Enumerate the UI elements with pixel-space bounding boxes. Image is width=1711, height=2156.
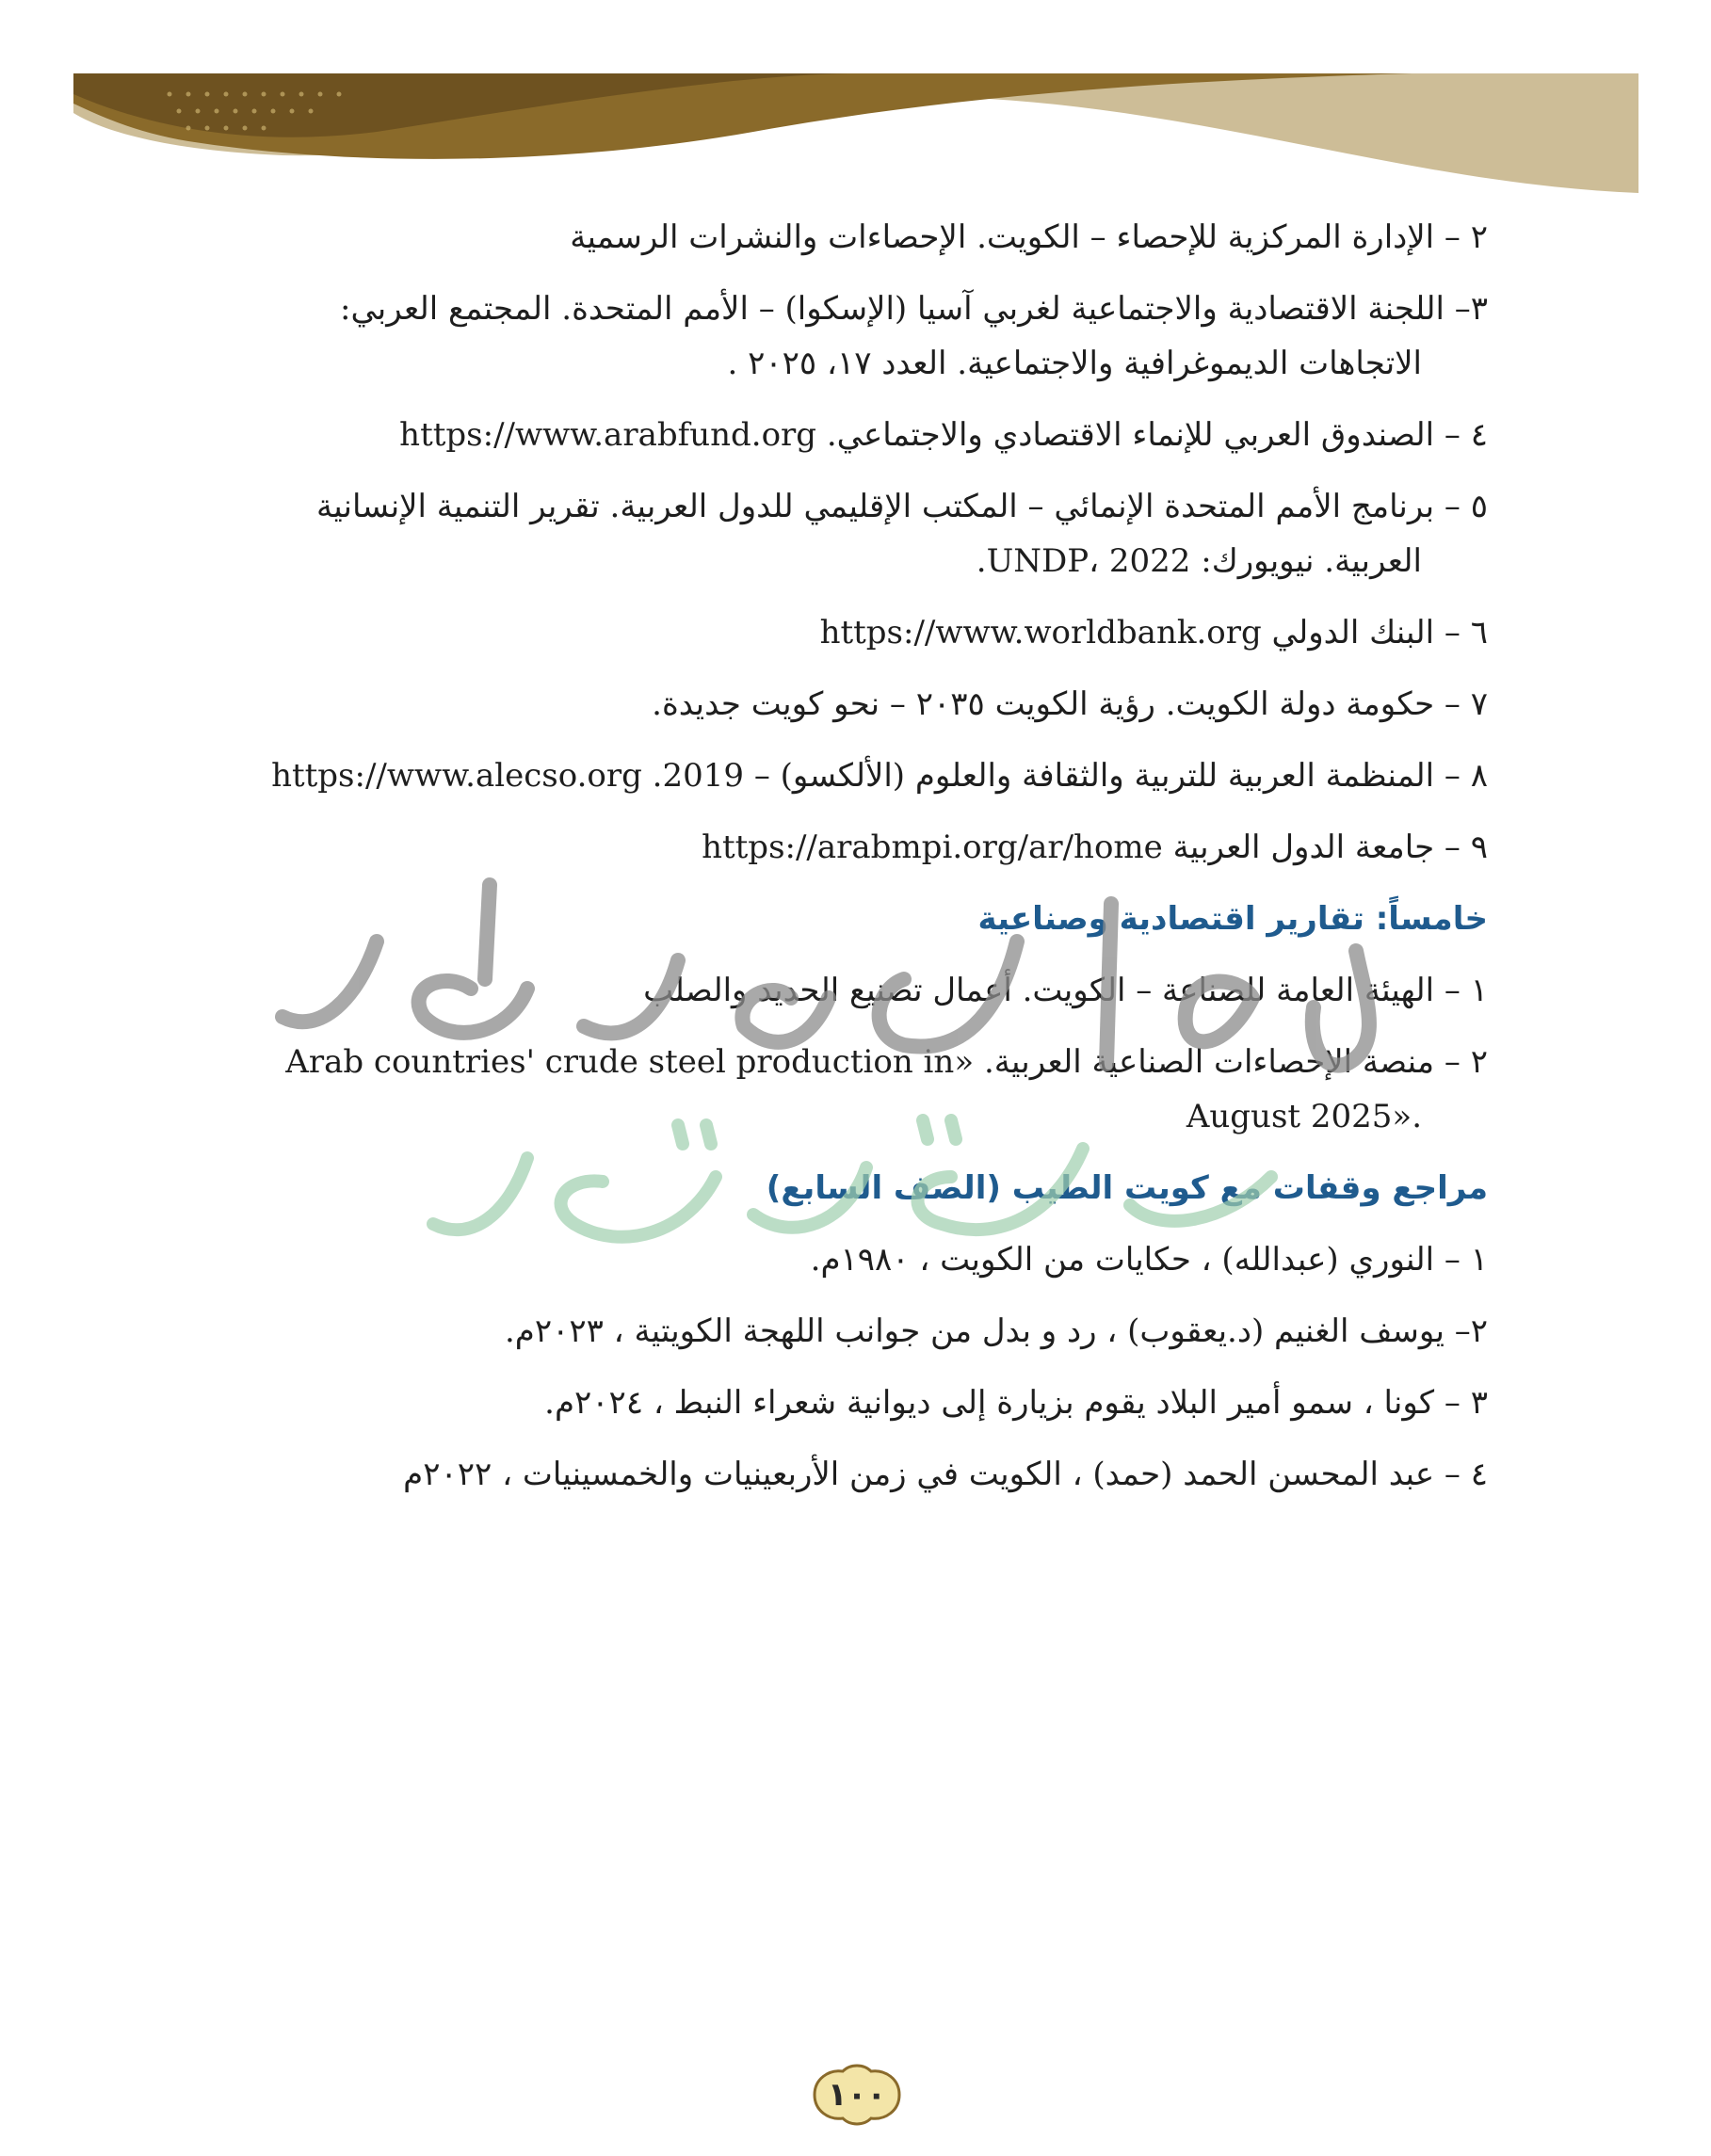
reference-line: ٢ – منصة الإحصاءات الصناعية العربية. «Arab countries' crude steel production in [285,1043,1488,1081]
reference-line: August 2025». [1186,1098,1422,1135]
reference-line: ٣ – كونا ، سمو أمير البلاد يقوم بزيارة إلى ديوانية شعراء النبط ، ٢٠٢٤م. [544,1384,1488,1422]
reference-line: ٣– اللجنة الاقتصادية والاجتماعية لغربي آسيا (الإسكوا) – الأمم المتحدة. المجتمع العربي: [340,290,1488,328]
reference-line: الاتجاهات الديموغرافية والاجتماعية. العدد ١٧، ٢٠٢٥ . [727,345,1422,382]
reference-line: ٧ – حكومة دولة الكويت. رؤية الكويت ٢٠٣٥ – نحو كويت جديدة. [652,685,1488,723]
references-list [221,212,1488,1520]
reference-line: ٨ – المنظمة العربية للتربية والثقافة والعلوم (الألكسو) – 2019. https://www.alecso.org [271,757,1488,795]
reference-line: ٢– يوسف الغنيم (د.يعقوب) ، رد و بدل من جوانب اللهجة الكويتية ، ٢٠٢٣م. [504,1312,1488,1350]
header-decoration [0,0,1711,207]
reference-line: ١ – النوري (عبدالله) ، حكايات من الكويت ، ١٩٨٠م. [810,1241,1488,1279]
reference-line: ٦ – البنك الدولي https://www.worldbank.org [819,614,1488,652]
section-heading: مراجع وقفات مع كويت الطيب (الصف السابع) [766,1169,1488,1207]
reference-line: ١ – الهيئة العامة للصناعة – الكويت. أعمال تصنيع الحديد والصلب [643,972,1488,1009]
reference-line: العربية. نيويورك: UNDP، 2022. [976,542,1422,580]
reference-line: ٤ – الصندوق العربي للإنماء الاقتصادي والاجتماعي. https://www.arabfund.org [399,416,1488,454]
reference-line: ٢ – الإدارة المركزية للإحصاء – الكويت. الإحصاءات والنشرات الرسمية [570,218,1488,256]
reference-line: ٤ – عبد المحسن الحمد (حمد) ، الكويت في زمن الأربعينيات والخمسينيات ، ٢٠٢٢م [403,1456,1488,1493]
reference-line: ٥ – برنامج الأمم المتحدة الإنمائي – المكتب الإقليمي للدول العربية. تقرير التنمية الإنسانية [316,488,1488,525]
reference-line: ٩ – جامعة الدول العربية https://arabmpi.org/ar/home [702,829,1488,866]
page-number: ١٠٠ [827,2076,887,2114]
section-heading: خامساً: تقارير اقتصادية وصناعية [977,900,1488,938]
